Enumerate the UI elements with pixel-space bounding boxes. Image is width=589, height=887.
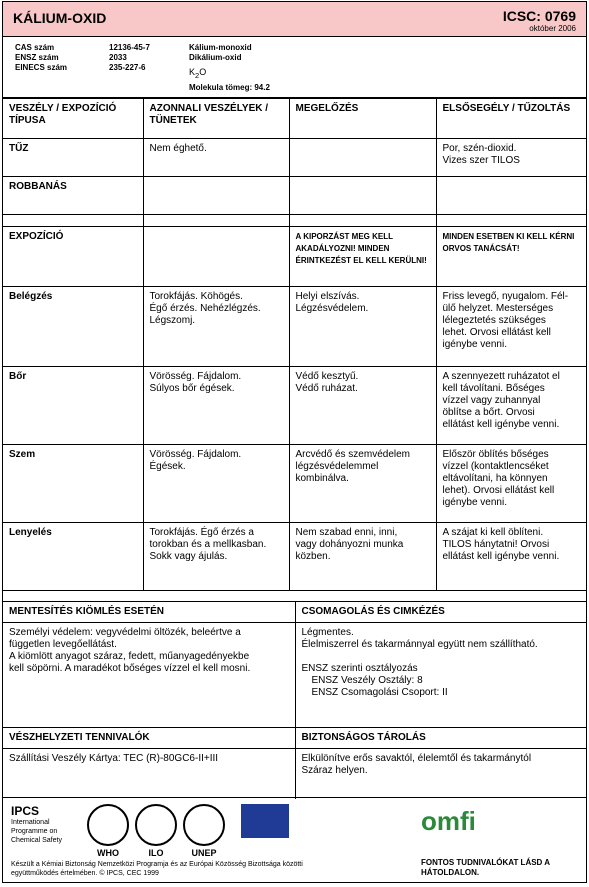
un-packing-group: ENSZ Csomagolási Csoport: II (311, 687, 448, 698)
synonym-2: Dikálium-oxid (189, 53, 242, 62)
exposure-aid-note: MINDEN ESETBEN KI KELL KÉRNI ORVOS TANÁCSÁT! (436, 227, 586, 287)
einecs-label: EINECS szám (15, 63, 68, 72)
un-hazard-class: ENSZ Veszély Osztály: 8 (311, 675, 423, 686)
skin-label: Bőr (3, 367, 143, 445)
fire-label: TŰZ (3, 139, 143, 177)
footer-credit: Készült a Kémiai Biztonság Nemzetközi Programja és az Európai Közösség Bizottsága közötti együttműködés értelmében. © IPCS, CEC 1999 (11, 861, 303, 877)
ensz-label: ENSZ szám (15, 53, 59, 62)
identifiers (3, 37, 586, 98)
who-label: WHO (97, 848, 119, 858)
cas-label: CAS szám (15, 43, 55, 52)
un-classification: ENSZ szerinti osztályozás (301, 663, 418, 674)
inhalation-symptoms: Torokfájás. Köhögés. Égő érzés. Nehézlégzés. Légszomj. (143, 287, 289, 367)
card-date: október 2006 (529, 24, 576, 33)
explosion-aid (436, 177, 586, 215)
spill-title: MENTESÍTÉS KIÖMLÉS ESETÉN (9, 606, 165, 617)
eye-symptoms: Vörösség. Fájdalom. Égések. (143, 445, 289, 523)
omfi-logo: omfi (421, 806, 476, 836)
ensz-value: 2033 (109, 53, 127, 62)
explosion-label: ROBBANÁS (3, 177, 143, 215)
fire-aid: Por, szén-dioxid. Vizes szer TILOS (436, 139, 586, 177)
emergency-text: Szállítási Veszély Kártya: TEC (R)-80GC6-II+III (9, 753, 219, 764)
fire-prevention (289, 139, 436, 177)
hazard-table (3, 98, 586, 591)
ingestion-prevention: Nem szabad enni, inni, vagy dohányozni munka közben. (289, 523, 436, 591)
packaging-text: Légmentes. Élelmiszerrel és takarmánnyal együtt nem szállítható. (301, 627, 538, 650)
eye-prevention: Arcvédő és szemvédelem légzésvédelemmel kombinálva. (289, 445, 436, 523)
skin-symptoms: Vörösség. Fájdalom. Súlyos bőr égések. (143, 367, 289, 445)
exposure-prevention-note: A KIPORZÁST MEG KELL AKADÁLYOZNI! MINDEN ÉRINTKEZÉST EL KELL KERÜLNI! (289, 227, 436, 287)
explosion-prevention (289, 177, 436, 215)
icsc-card (2, 1, 587, 883)
chemical-formula: $K_2O$ (189, 67, 207, 80)
chemical-title: KÁLIUM-OXID (13, 10, 107, 26)
inhalation-label: Belégzés (3, 287, 143, 367)
ipcs-subtitle: International Programme on Chemical Safety (11, 819, 62, 844)
inhalation-aid: Friss levegő, nyugalom. Fél- ülő helyzet. Mesterséges lélegeztetés szükséges lehet. Orvosi ellátást kell igénybe venni. (436, 287, 586, 367)
einecs-value: 235-227-6 (109, 63, 146, 72)
storage-title: BIZTONSÁGOS TÁROLÁS (295, 728, 587, 748)
ingestion-label: Lenyelés (3, 523, 143, 591)
see-back-note: FONTOS TUDNIVALÓKAT LÁSD A HÁTOLDALON. (421, 858, 551, 877)
storage-text: Elkülönítve erős savaktól, élelemtől és takarmánytól Száraz helyen. (295, 749, 587, 799)
packaging-title: CSOMAGOLÁS ÉS CIMKÉZÉS (295, 602, 587, 622)
ilo-emblem-icon (135, 804, 177, 846)
explosion-hazard (143, 177, 289, 215)
col-prevention: MEGELŐZÉS (289, 99, 436, 139)
cas-value: 12136-45-7 (109, 43, 150, 52)
skin-prevention: Védő kesztyű. Védő ruházat. (289, 367, 436, 445)
unep-emblem-icon (183, 804, 225, 846)
unep-label: UNEP (191, 848, 217, 858)
col-hazard-type: VESZÉLY / EXPOZÍCIÓ TÍPUSA (3, 99, 143, 139)
who-emblem-icon (87, 804, 129, 846)
ingestion-symptoms: Torokfájás. Égő érzés a torokban és a mellkasban. Sokk vagy ájulás. (143, 523, 289, 591)
inhalation-prevention: Helyi elszívás. Légzésvédelem. (289, 287, 436, 367)
eye-label: Szem (3, 445, 143, 523)
packaging-content (295, 623, 587, 727)
ipcs-logo: IPCS (11, 804, 40, 818)
icsc-number: ICSC: 0769 (502, 8, 576, 24)
emergency-title: VÉSZHELYZETI TENNIVALÓK (9, 732, 150, 743)
bottom-sections (3, 601, 586, 799)
footer (3, 797, 586, 882)
synonym-1: Kálium-monoxid (189, 43, 252, 52)
card-header (3, 2, 586, 37)
col-first-aid: ELSŐSEGÉLY / TŰZOLTÁS (436, 99, 586, 139)
ingestion-aid: A szájat ki kell öblíteni. TILOS hánytatni! Orvosi ellátást kell igénybe venni. (436, 523, 586, 591)
skin-aid: A szennyezett ruházatot el kell távolítani. Bőséges vízzel vagy zuhannyal öblítse a bőrt. Orvosi ellátást kell igénybe venni. (436, 367, 586, 445)
exposure-label: EXPOZÍCIÓ (3, 227, 143, 287)
molecular-weight: Molekula tömeg: 94.2 (189, 83, 270, 92)
eu-flag-icon (241, 804, 289, 838)
col-symptoms: AZONNALI VESZÉLYEK / TÜNETEK (143, 99, 289, 139)
fire-hazard: Nem éghető. (143, 139, 289, 177)
spill-text: Személyi védelem: vegyvédelmi öltözék, beleértve a független levegőellátást. A kiömlött anyagot száraz, fedett, műanyagedényekbe kell söpörni. A maradékot bőséges vízzel el kell mosni. (9, 627, 251, 674)
eye-aid: Először öblítés bőséges vízzel (kontaktlencséket eltávolítani, ha könnyen lehet). Orvosi ellátást kell igénybe venni. (436, 445, 586, 523)
ilo-label: ILO (148, 848, 164, 858)
